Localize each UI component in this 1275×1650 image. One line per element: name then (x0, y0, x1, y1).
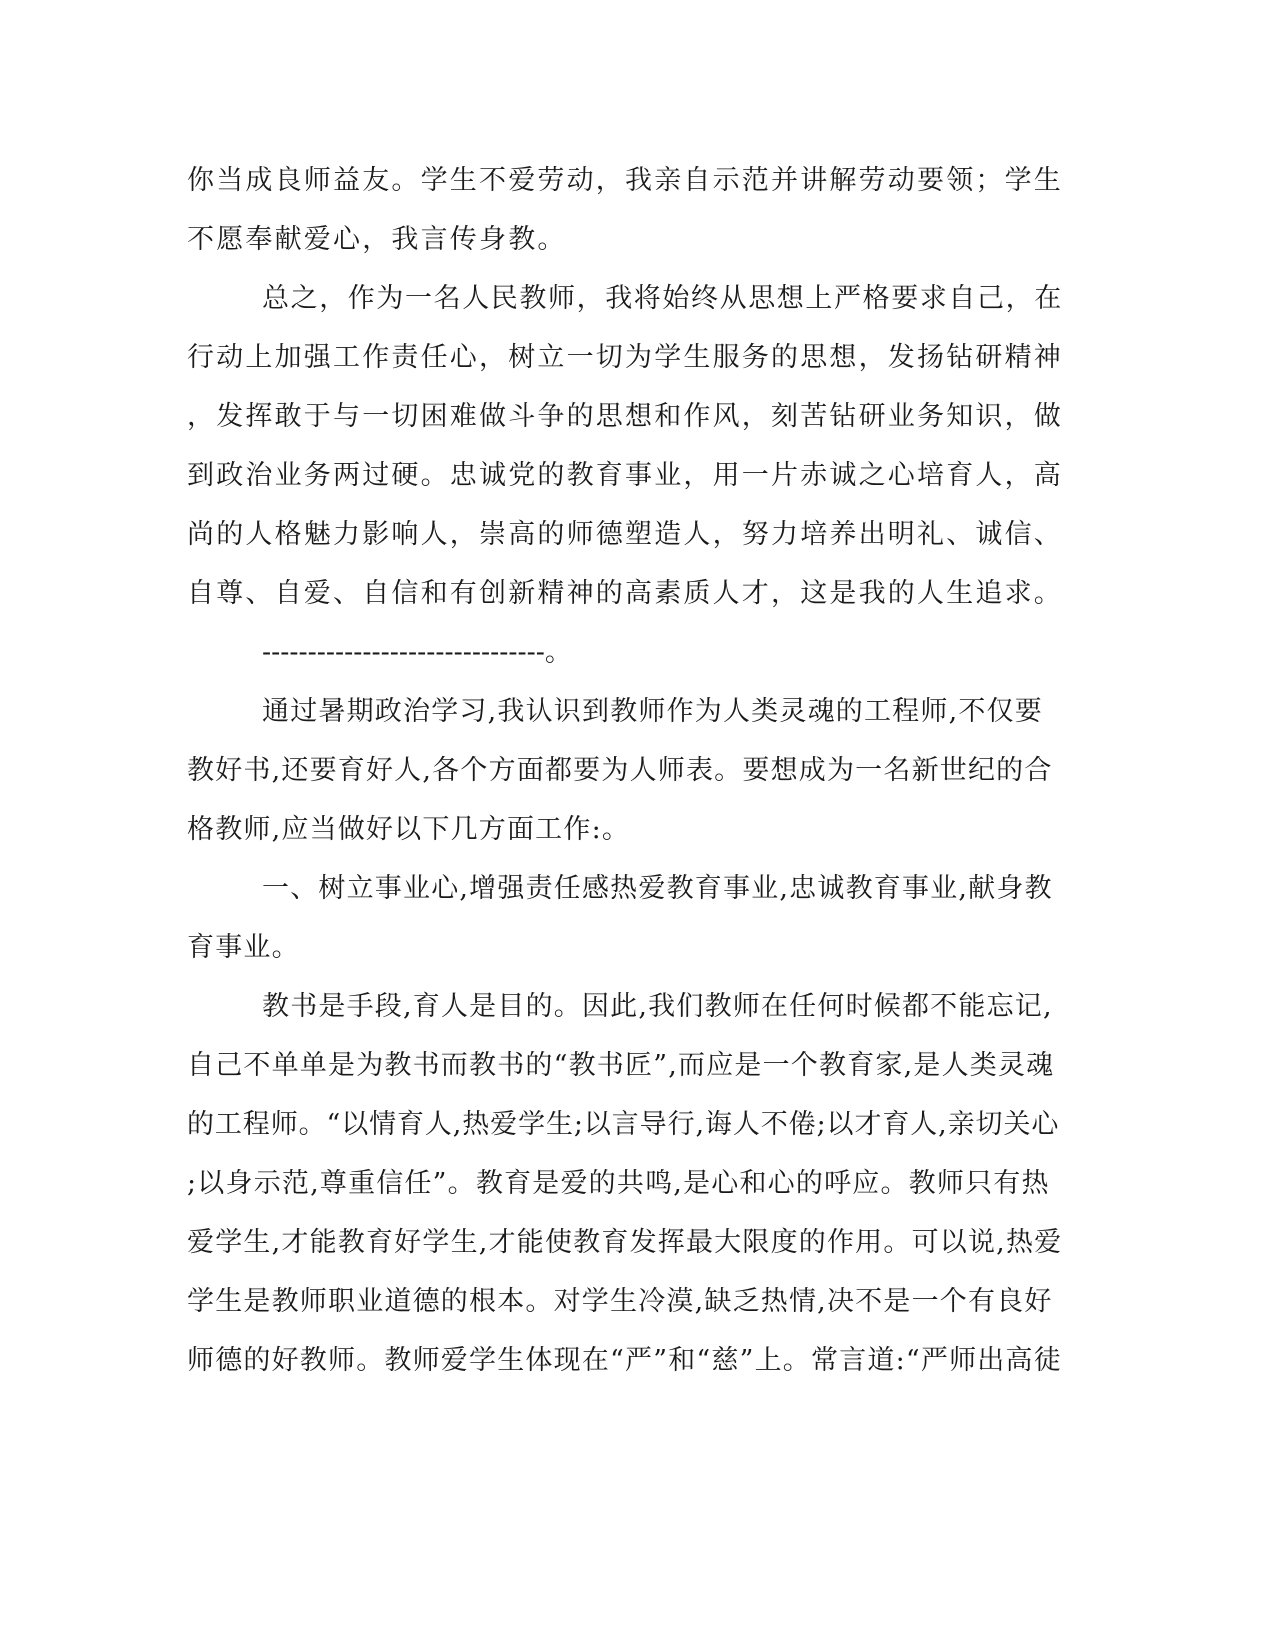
text-line: 到政治业务两过硬。忠诚党的教育事业，用一片赤诚之心培育人，高 (187, 460, 1063, 491)
paragraph-start: 总之，作为一名人民教师，我将始终从思想上严格要求自己，在 (262, 283, 1063, 314)
text-line: 自尊、自爱、自信和有创新精神的高素质人才，这是我的人生追求。 (187, 578, 1063, 609)
text-line: 的工程师。“以情育人,热爱学生;以言导行,诲人不倦;以才育人,亲切关心 (187, 1109, 1060, 1140)
text-line: 行动上加强工作责任心，树立一切为学生服务的思想，发扬钻研精神 (187, 342, 1063, 373)
text-line: 师德的好教师。教师爱学生体现在“严”和“慈”上。常言道:“严师出高徒 (187, 1345, 1062, 1376)
text-line: 教好书,还要育好人,各个方面都要为人师表。要想成为一名新世纪的合 (187, 755, 1053, 786)
separator-line: -------------------------------。 (262, 637, 572, 668)
text-line: ;以身示范,尊重信任”。教育是爱的共鸣,是心和心的呼应。教师只有热 (187, 1168, 1050, 1199)
text-line: 你当成良师益友。学生不爱劳动，我亲自示范并讲解劳动要领；学生 (187, 165, 1063, 196)
paragraph-start: 教书是手段,育人是目的。因此,我们教师在任何时候都不能忘记, (262, 991, 1053, 1022)
paragraph-start: 通过暑期政治学习,我认识到教师作为人类灵魂的工程师,不仅要 (262, 696, 1043, 727)
text-line: 爱学生,才能教育好学生,才能使教育发挥最大限度的作用。可以说,热爱 (187, 1227, 1063, 1258)
section-heading: 一、树立事业心,增强责任感热爱教育事业,忠诚教育事业,献身教 (262, 873, 1053, 904)
text-line: 学生是教师职业道德的根本。对学生冷漠,缺乏热情,决不是一个有良好 (187, 1286, 1053, 1317)
text-line: 格教师,应当做好以下几方面工作:。 (187, 814, 631, 845)
text-line: 育事业。 (187, 932, 300, 963)
text-line: ，发挥敢于与一切困难做斗争的思想和作风，刻苦钻研业务知识，做 (187, 401, 1063, 432)
text-line: 尚的人格魅力影响人，崇高的师德塑造人，努力培养出明礼、诚信、 (187, 519, 1063, 550)
text-line: 自己不单单是为教书而教书的“教书匠”,而应是一个教育家,是人类灵魂 (187, 1050, 1055, 1081)
text-line: 不愿奉献爱心，我言传身教。 (187, 224, 567, 255)
